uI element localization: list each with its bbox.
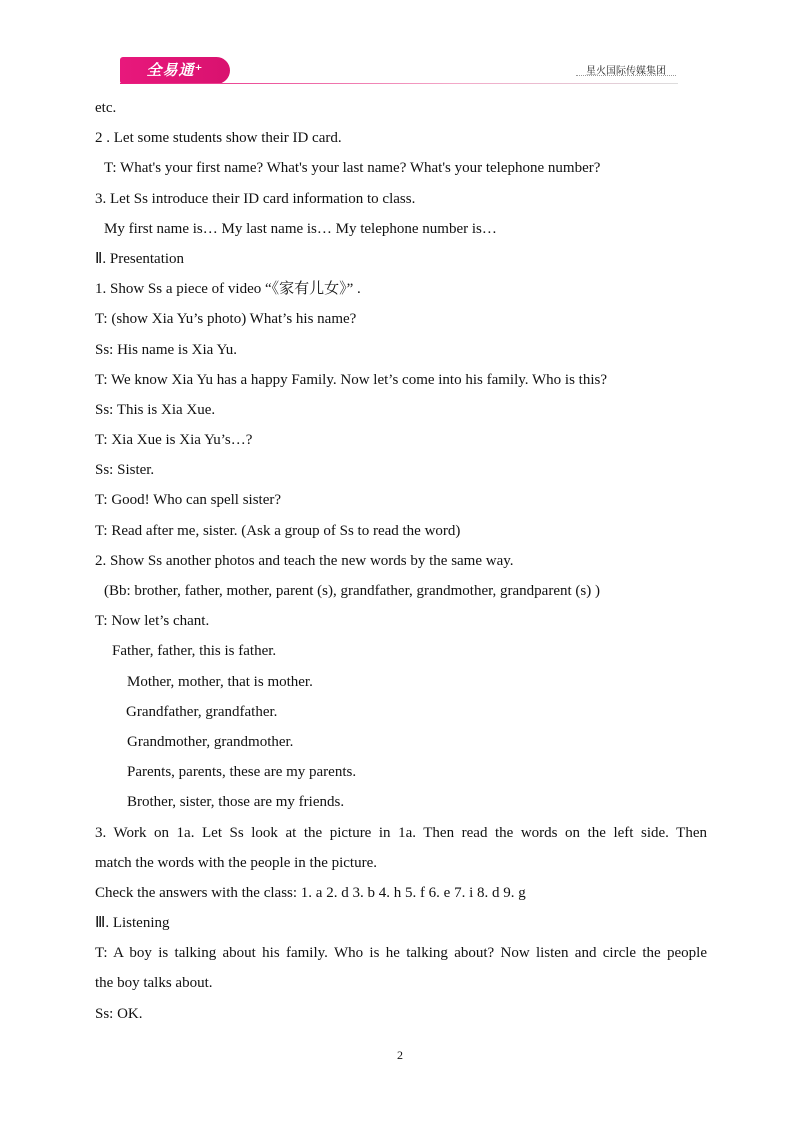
text-line: T: (show Xia Yu’s photo) What’s his name? (95, 311, 357, 328)
text-line: (Bb: brother, father, mother, parent (s), grandfather, grandmother, grandparent (s) ) (104, 583, 600, 599)
text-line: T: Now let’s chant. (95, 613, 210, 630)
publisher-name: 星火国际传媒集团 (586, 66, 666, 77)
text-line: T: Good! Who can spell sister? (95, 492, 282, 509)
text-line: Check the answers with the class: 1. a 2. d 3. b 4. h 5. f 6. e 7. i 8. d 9. g (95, 884, 526, 901)
text-line: T: What's your first name? What's your last name? What's your telephone number? (104, 160, 601, 177)
text-line: T: A boy is talking about his family. Who is he talking about? Now listen and circle the people (95, 945, 707, 962)
page-header (0, 0, 800, 90)
text-line: Ⅱ. Presentation (95, 250, 185, 267)
text-line: the boy talks about. (95, 975, 213, 992)
text-line: Ss: Sister. (95, 462, 155, 479)
text-line: Ss: His name is Xia Yu. (95, 341, 237, 358)
text-line: 3. Work on 1a. Let Ss look at the picture in 1a. Then read the words on the left side. Then (95, 824, 707, 841)
text-line: T: We know Xia Yu has a happy Family. Now let’s come into his family. Who is this? (95, 371, 608, 388)
text-line: Parents, parents, these are my parents. (127, 764, 357, 781)
text-line: etc. (95, 100, 117, 116)
text-line: Brother, sister, those are my friends. (127, 794, 345, 811)
text-line: Ss: OK. (95, 1005, 143, 1022)
text-line: Father, father, this is father. (112, 643, 277, 660)
text-line: Grandmother, grandmother. (127, 733, 294, 750)
brand-logo: 全易通⁺ (120, 57, 230, 84)
text-line: Ss: This is Xia Xue. (95, 401, 216, 418)
header-divider (120, 83, 678, 84)
text-line: 2 . Let some students show their ID card. (95, 130, 342, 147)
text-line: T: Xia Xue is Xia Yu’s…? (95, 432, 253, 449)
text-line: match the words with the people in the picture. (95, 854, 378, 871)
text-line: 1. Show Ss a piece of video “《家有儿女》” . (95, 281, 361, 298)
text-line: Ⅲ. Listening (95, 915, 170, 932)
text-line: Grandfather, grandfather. (126, 703, 278, 720)
publisher-subtitle-rule (576, 75, 676, 79)
page-number: 2 (397, 1048, 403, 1062)
document-body (95, 93, 707, 1029)
text-line: 3. Let Ss introduce their ID card information to class. (95, 190, 416, 207)
text-line: 2. Show Ss another photos and teach the new words by the same way. (95, 552, 514, 569)
text-line: My first name is… My last name is… My telephone number is… (104, 220, 497, 237)
text-line: Mother, mother, that is mother. (127, 673, 313, 690)
text-line: T: Read after me, sister. (Ask a group of Ss to read the word) (95, 522, 461, 539)
